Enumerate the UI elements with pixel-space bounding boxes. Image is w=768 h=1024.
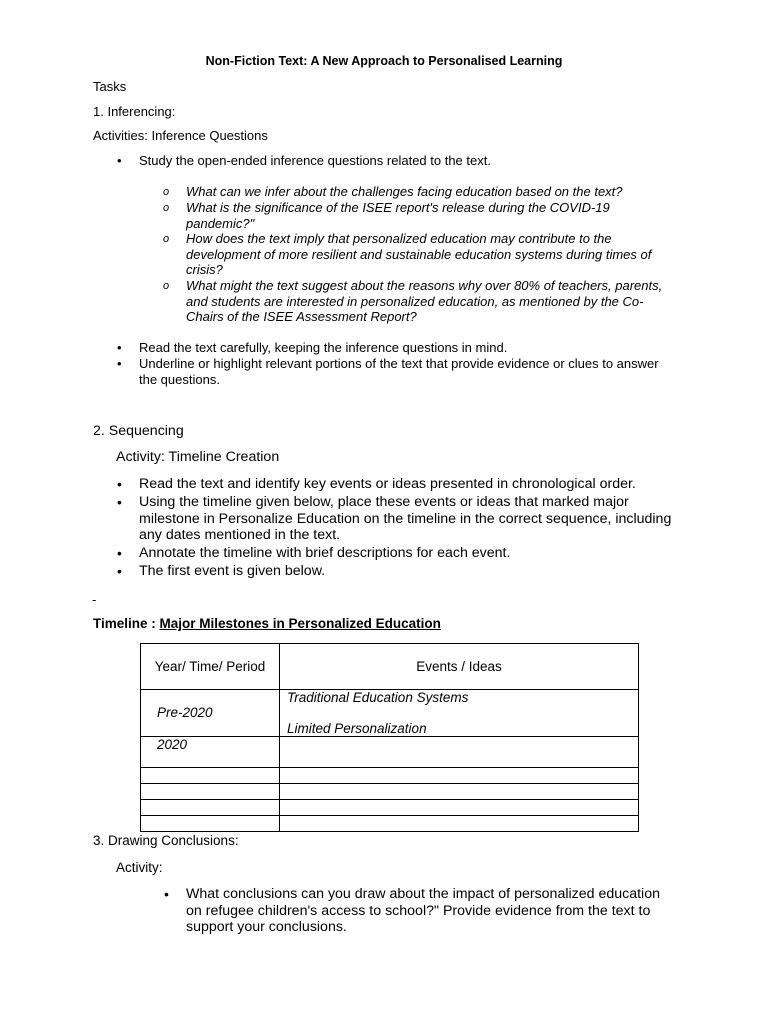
table-header-row <box>141 644 639 690</box>
table-row <box>141 768 639 784</box>
row2-period: 2020 <box>157 737 188 752</box>
header-period-label: Year/ Time/ Period <box>154 659 266 674</box>
table-cell-period <box>141 800 280 816</box>
section2-bullet-2: Using the timeline given below, place these events or ideas that marked major milestone in Personalize Education on the timeline in the correct sequence, including any dates mentioned in the text. <box>139 494 672 544</box>
hollow-circle-icon: o <box>163 202 170 214</box>
timeline-table <box>140 643 639 832</box>
section2-bullet-1: Read the text and identify key events or ideas presented in chronological order. <box>139 476 636 492</box>
section1-heading: 1. Inferencing: <box>93 104 176 119</box>
section3-activity: Activity: <box>116 860 163 875</box>
bullet-dot-icon: • <box>117 494 122 510</box>
timeline-heading <box>93 616 441 631</box>
hollow-circle-icon: o <box>163 280 170 292</box>
section1-activity: Activities: Inference Questions <box>93 128 268 143</box>
table-cell-event <box>280 737 639 768</box>
table-row <box>141 800 639 816</box>
section3-bullet: What conclusions can you draw about the impact of personalized education on refugee children's access to school?" Provide evidence from the text to support your conclusions. <box>186 886 660 936</box>
row1-period: Pre-2020 <box>157 705 213 720</box>
bullet-dot-icon: • <box>117 476 122 492</box>
dash-marker: - <box>92 592 97 607</box>
table-cell-period <box>141 690 280 737</box>
inference-question-2: What is the significance of the ISEE report's release during the COVID-19 pandemic?" <box>186 200 610 231</box>
table-row <box>141 690 639 737</box>
table-cell-period <box>141 737 280 768</box>
bullet-dot-icon: • <box>117 153 122 168</box>
section1-followup-bullet-1: Read the text carefully, keeping the inference questions in mind. <box>139 340 508 355</box>
timeline-label: Timeline <box>93 616 148 631</box>
section2-activity: Activity: Timeline Creation <box>116 449 280 465</box>
section2-bullet-4: The first event is given below. <box>139 563 326 579</box>
inference-question-1: What can we infer about the challenges facing education based on the text? <box>186 184 623 199</box>
inference-question-4: What might the text suggest about the reasons why over 80% of teachers, parents, and students are interested in personalized education, as mentioned by the Co-Chairs of the ISEE Assessment Report? <box>186 278 663 324</box>
section2-bullet-3: Annotate the timeline with brief descriptions for each event. <box>139 545 511 561</box>
section1-intro-bullet: Study the open-ended inference questions related to the text. <box>139 153 491 168</box>
hollow-circle-icon: o <box>163 186 170 198</box>
section1-followup-bullet-2: Underline or highlight relevant portions of the text that provide evidence or clues to answer the questions. <box>139 356 659 387</box>
header-cell-events <box>280 644 639 690</box>
bullet-dot-icon: • <box>117 340 122 355</box>
table-row <box>141 816 639 832</box>
timeline-colon: : <box>147 616 160 631</box>
table-cell-event <box>280 784 639 800</box>
bullet-dot-icon: • <box>164 886 169 902</box>
table-cell-period <box>141 784 280 800</box>
document-title: Non-Fiction Text: A New Approach to Personalised Learning <box>205 54 563 68</box>
header-events-label: Events / Ideas <box>416 659 502 674</box>
row1-event-line1: Traditional Education Systems <box>287 690 469 705</box>
table-row <box>141 784 639 800</box>
row1-event-line2: Limited Personalization <box>287 721 427 736</box>
timeline-title: Major Milestones in Personalized Education <box>159 616 441 631</box>
hollow-circle-icon: o <box>163 233 170 245</box>
table-cell-event <box>280 816 639 832</box>
table-cell-period <box>141 816 280 832</box>
table-cell-event <box>280 800 639 816</box>
table-cell-event <box>280 690 639 737</box>
table-row <box>141 737 639 768</box>
bullet-dot-icon: • <box>117 356 122 371</box>
section3-heading: 3. Drawing Conclusions: <box>93 833 239 848</box>
table-cell-event <box>280 768 639 784</box>
tasks-label: Tasks <box>93 79 127 94</box>
header-cell-period <box>141 644 280 690</box>
bullet-dot-icon: • <box>117 563 122 579</box>
bullet-dot-icon: • <box>117 545 122 561</box>
section2-heading: 2. Sequencing <box>93 423 184 439</box>
table-cell-period <box>141 768 280 784</box>
inference-question-3: How does the text imply that personalized education may contribute to the development of more resilient and sustainable education systems during times of crisis? <box>186 231 652 277</box>
